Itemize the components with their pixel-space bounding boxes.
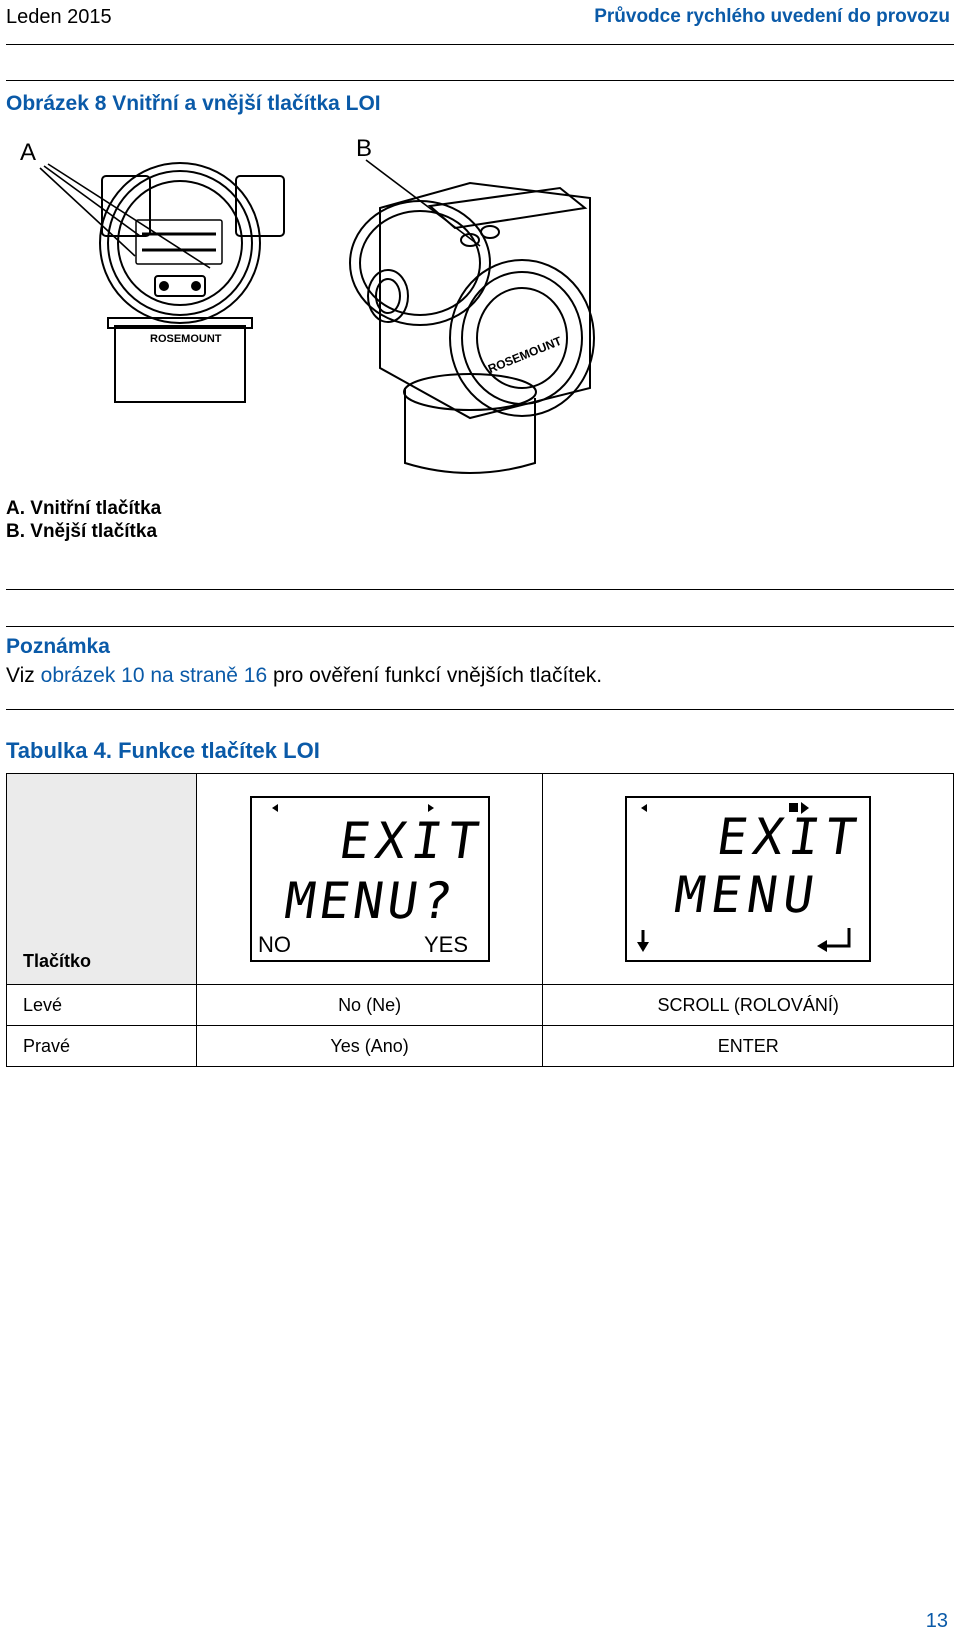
lcd2-line2: MENU — [671, 865, 824, 924]
note-body — [6, 664, 602, 688]
note-text-post: pro ověření funkcí vnějších tlačítek. — [267, 664, 603, 687]
table-caption: Tabulka 4. Funkce tlačítek LOI — [6, 738, 320, 763]
lcd1-right-label: YES — [423, 932, 468, 957]
header-rule — [6, 44, 954, 45]
lcd-display-2 — [625, 796, 871, 962]
device-brand-left: ROSEMOUNT — [150, 333, 222, 345]
table-header-row — [7, 774, 954, 985]
table-row — [7, 985, 954, 1026]
lcd1-line1: EXIT — [335, 811, 488, 870]
device-brand-right: ROSEMOUNT — [485, 333, 564, 376]
note-figure-link[interactable]: obrázek 10 na straně 16 — [40, 664, 268, 687]
figure-caption: Obrázek 8 Vnitřní a vnější tlačítka LOI — [6, 92, 381, 115]
row-value-loi1: Yes (Ano) — [196, 1026, 543, 1067]
lcd1-left-label: NO — [257, 932, 291, 957]
lcd-display-1 — [250, 796, 490, 962]
display-exit-menu — [543, 774, 954, 985]
note-text-pre: Viz — [6, 664, 41, 687]
header-label: Tlačítko — [7, 774, 197, 985]
inner-buttons-device — [100, 163, 284, 402]
note-top-rule — [6, 626, 954, 627]
note-bottom-rule — [6, 709, 954, 710]
row-value-loi1: No (Ne) — [196, 985, 543, 1026]
figure-top-rule — [6, 80, 954, 81]
display-exit-menu-question — [196, 774, 543, 985]
figure-bottom-rule — [6, 589, 954, 590]
row-label: Levé — [7, 985, 197, 1026]
header-title: Průvodce rychlého uvedení do provozu — [594, 6, 950, 27]
outer-buttons-device — [350, 183, 594, 473]
loi-button-table — [6, 773, 954, 1067]
lcd1-line2: MENU? — [280, 871, 460, 930]
lcd2-line1: EXIT — [713, 807, 867, 866]
table-row — [7, 1026, 954, 1067]
row-label: Pravé — [7, 1026, 197, 1067]
note-heading: Poznámka — [6, 635, 110, 658]
label-a: A — [20, 139, 37, 166]
legend-a: A. Vnitřní tlačítka — [6, 498, 162, 519]
row-value-loi2: ENTER — [543, 1026, 954, 1067]
row-value-loi2: SCROLL (ROLOVÁNÍ) — [543, 985, 954, 1026]
page-number: 13 — [925, 1610, 948, 1632]
header-date: Leden 2015 — [6, 6, 112, 28]
label-b: B — [356, 135, 373, 162]
legend-b: B. Vnější tlačítka — [6, 521, 158, 542]
transmitter-illustration — [0, 128, 960, 488]
